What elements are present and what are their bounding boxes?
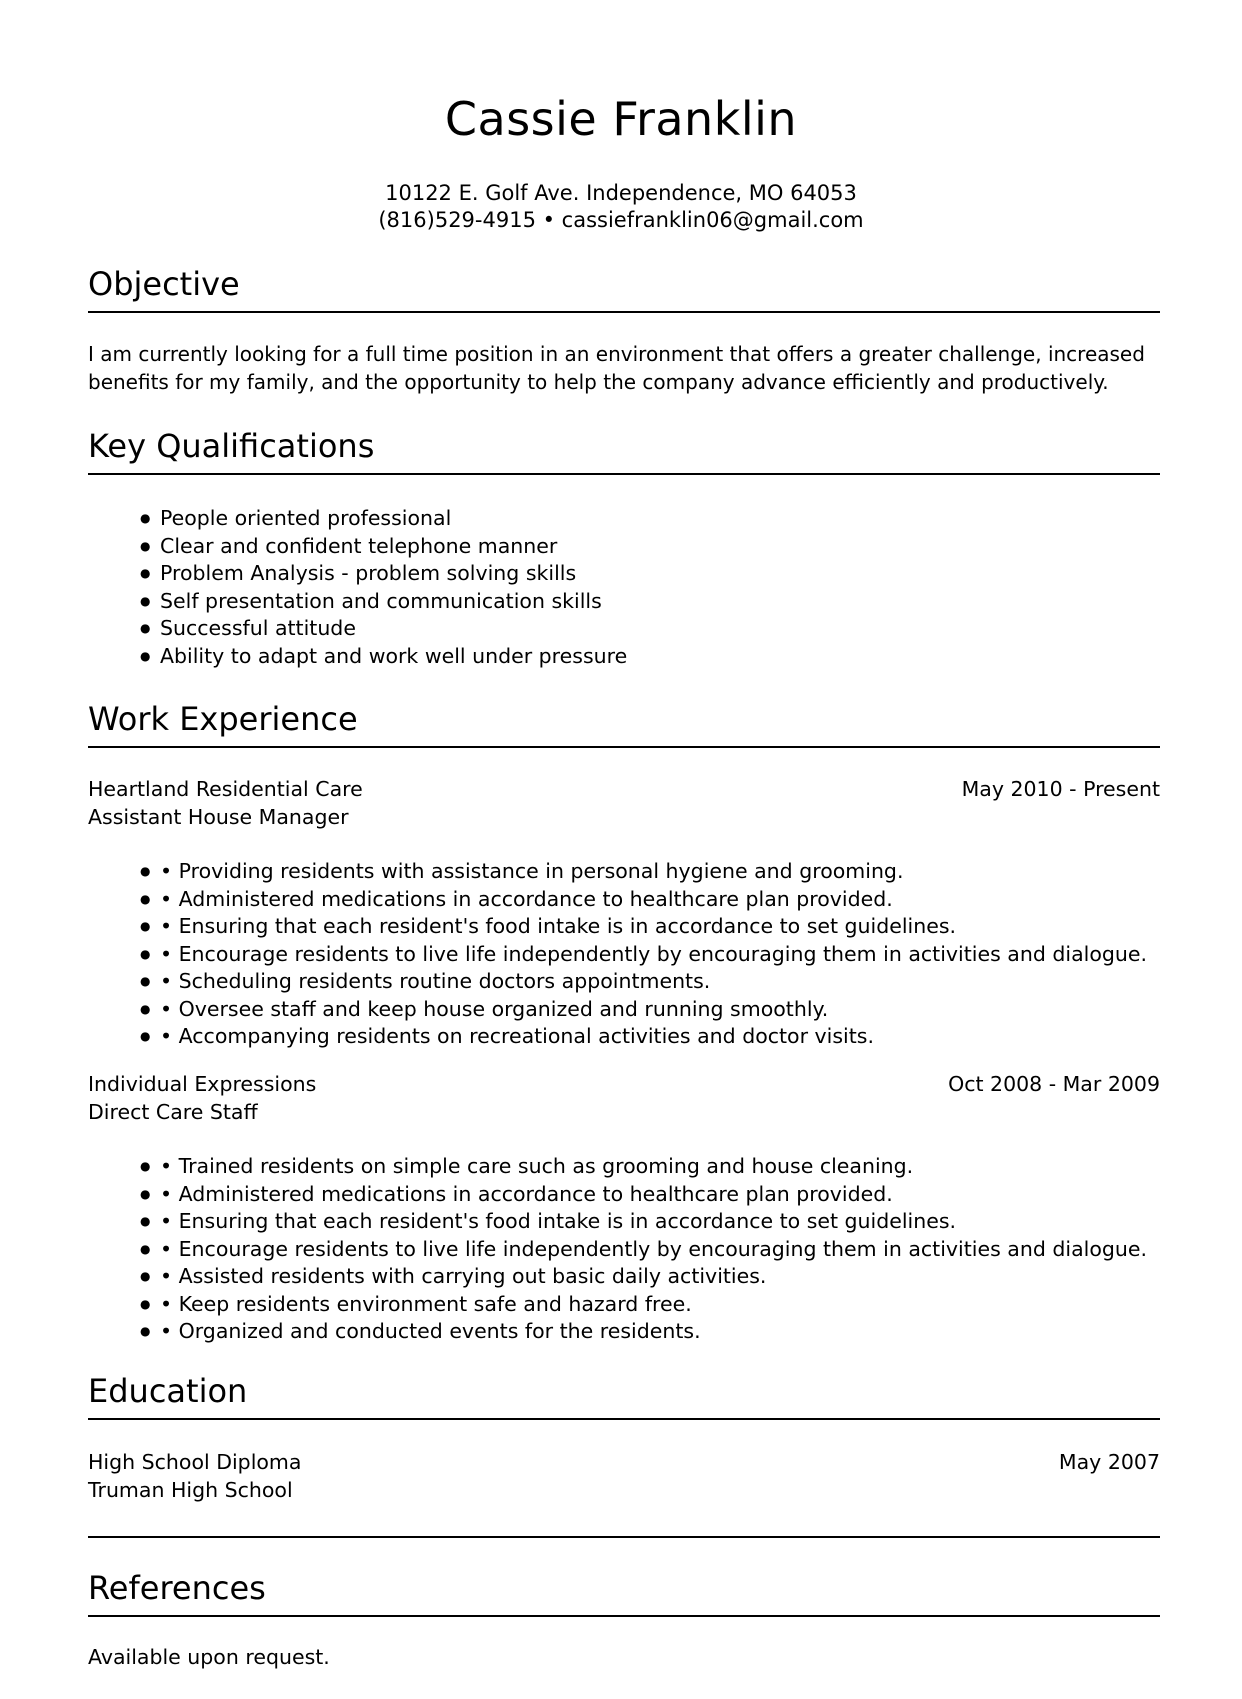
resume-name: Cassie Franklin [444, 92, 798, 146]
list-item: ● Problem Analysis - problem solving skills [140, 560, 627, 588]
qualifications-heading: Key Qualifications [88, 427, 375, 465]
list-item: ● • Providing residents with assistance in personal hygiene and grooming. [140, 858, 1147, 886]
education-degree: High School Diploma [88, 1450, 302, 1474]
experience-heading: Work Experience [88, 700, 358, 738]
list-item: ● Clear and confident telephone manner [140, 533, 627, 561]
list-item: ● • Accompanying residents on recreational activities and doctor visits. [140, 1023, 1147, 1051]
education-heading: Education [88, 1372, 248, 1410]
job-dates: May 2010 - Present [961, 777, 1160, 801]
list-item: ● • Oversee staff and keep house organized and running smoothly. [140, 996, 1147, 1024]
list-item: ● Self presentation and communication skills [140, 588, 627, 616]
list-item: ● • Encourage residents to live life independently by encouraging them in activities and dialogue. [140, 1236, 1147, 1264]
list-item: ● • Administered medications in accordance to healthcare plan provided. [140, 1181, 1147, 1209]
list-item: ● • Ensuring that each resident's food intake is in accordance to set guidelines. [140, 913, 1147, 941]
list-item: ● • Scheduling residents routine doctors appointments. [140, 968, 1147, 996]
objective-heading: Objective [88, 265, 240, 303]
list-item: ● • Keep residents environment safe and hazard free. [140, 1291, 1147, 1319]
job-title: Assistant House Manager [88, 805, 349, 829]
list-item: ● • Organized and conducted events for the residents. [140, 1318, 1147, 1346]
qualifications-divider [88, 473, 1160, 475]
list-item: ● People oriented professional [140, 505, 627, 533]
job-dates: Oct 2008 - Mar 2009 [948, 1072, 1160, 1096]
education-school: Truman High School [88, 1478, 293, 1502]
section-divider [88, 1536, 1160, 1538]
contact-phone-email: (816)529-4915 • cassiefranklin06@gmail.com [378, 208, 864, 232]
list-item: ● • Trained residents on simple care such as grooming and house cleaning. [140, 1153, 1147, 1181]
list-item: ● • Ensuring that each resident's food intake is in accordance to set guidelines. [140, 1208, 1147, 1236]
references-text: Available upon request. [88, 1645, 330, 1669]
objective-text: I am currently looking for a full time position in an environment that offers a greater challenge, increased benefits for my family, and the opportunity to help the company advance efficiently and productively. [88, 342, 1145, 394]
job-title: Direct Care Staff [88, 1100, 258, 1124]
qualifications-list [140, 505, 627, 670]
education-date: May 2007 [1058, 1450, 1160, 1474]
references-divider [88, 1615, 1160, 1617]
references-heading: References [88, 1569, 266, 1607]
list-item: ● • Administered medications in accordance to healthcare plan provided. [140, 886, 1147, 914]
list-item: ● • Assisted residents with carrying out basic daily activities. [140, 1263, 1147, 1291]
job-duties-list [140, 858, 1147, 1051]
experience-divider [88, 746, 1160, 748]
list-item: ● Successful attitude [140, 615, 627, 643]
education-divider [88, 1418, 1160, 1420]
list-item: ● • Encourage residents to live life independently by encouraging them in activities and dialogue. [140, 941, 1147, 969]
objective-divider [88, 311, 1160, 313]
job-company: Individual Expressions [88, 1072, 317, 1096]
job-company: Heartland Residential Care [88, 777, 363, 801]
list-item: ● Ability to adapt and work well under pressure [140, 643, 627, 671]
contact-address: 10122 E. Golf Ave. Independence, MO 64053 [385, 181, 857, 205]
job-duties-list [140, 1153, 1147, 1346]
